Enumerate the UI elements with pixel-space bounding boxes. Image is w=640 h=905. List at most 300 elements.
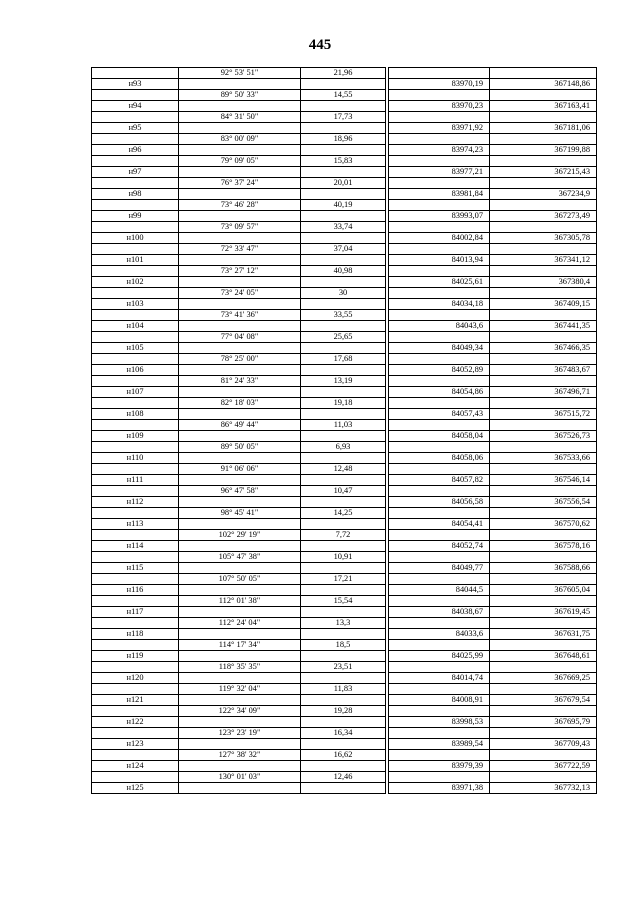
point-name-cell [92, 596, 179, 607]
point-row [92, 299, 597, 310]
y-coordinate-cell: 367148,86 [490, 79, 597, 90]
segment-row [92, 354, 597, 365]
point-name-cell [92, 222, 179, 233]
segment-row [92, 486, 597, 497]
x-coordinate-cell [389, 508, 490, 519]
x-coordinate-cell [389, 112, 490, 123]
y-coordinate-cell [490, 332, 597, 343]
point-name-cell: н108 [92, 409, 179, 420]
segment-row [92, 662, 597, 673]
y-coordinate-cell: 367466,35 [490, 343, 597, 354]
point-name-cell: н99 [92, 211, 179, 222]
point-name-cell: н94 [92, 101, 179, 112]
direction-angle-cell: 78° 25' 00" [179, 354, 301, 365]
point-name-cell: н120 [92, 673, 179, 684]
y-coordinate-cell: 367515,72 [490, 409, 597, 420]
x-coordinate-cell [389, 332, 490, 343]
y-coordinate-cell [490, 640, 597, 651]
direction-angle-cell: 76° 37' 24" [179, 178, 301, 189]
distance-cell [301, 629, 386, 640]
distance-cell [301, 761, 386, 772]
segment-row [92, 178, 597, 189]
distance-cell [301, 189, 386, 200]
direction-angle-cell: 83° 00' 09" [179, 134, 301, 145]
direction-angle-cell: 123° 23' 19" [179, 728, 301, 739]
direction-angle-cell [179, 651, 301, 662]
point-name-cell [92, 134, 179, 145]
y-coordinate-cell [490, 310, 597, 321]
y-coordinate-cell: 367234,9 [490, 189, 597, 200]
distance-cell [301, 321, 386, 332]
distance-cell [301, 255, 386, 266]
point-row [92, 629, 597, 640]
x-coordinate-cell [389, 244, 490, 255]
point-name-cell [92, 464, 179, 475]
direction-angle-cell: 127° 38' 32" [179, 750, 301, 761]
segment-row [92, 112, 597, 123]
distance-cell: 18,96 [301, 134, 386, 145]
segment-row [92, 442, 597, 453]
direction-angle-cell [179, 255, 301, 266]
x-coordinate-cell [389, 728, 490, 739]
point-name-cell: н110 [92, 453, 179, 464]
point-row [92, 255, 597, 266]
y-coordinate-cell [490, 178, 597, 189]
point-name-cell [92, 178, 179, 189]
x-coordinate-cell: 84025,99 [389, 651, 490, 662]
segment-row [92, 508, 597, 519]
direction-angle-cell [179, 123, 301, 134]
y-coordinate-cell: 367556,54 [490, 497, 597, 508]
point-row [92, 431, 597, 442]
segment-row [92, 156, 597, 167]
x-coordinate-cell: 84056,58 [389, 497, 490, 508]
distance-cell [301, 211, 386, 222]
segment-row [92, 68, 597, 79]
direction-angle-cell: 82° 18' 03" [179, 398, 301, 409]
x-coordinate-cell: 84013,94 [389, 255, 490, 266]
point-name-cell: н97 [92, 167, 179, 178]
segment-row [92, 728, 597, 739]
x-coordinate-cell: 84043,6 [389, 321, 490, 332]
point-row [92, 123, 597, 134]
y-coordinate-cell [490, 684, 597, 695]
point-name-cell [92, 442, 179, 453]
y-coordinate-cell: 367631,75 [490, 629, 597, 640]
y-coordinate-cell: 367546,14 [490, 475, 597, 486]
x-coordinate-cell: 83970,19 [389, 79, 490, 90]
point-name-cell: н93 [92, 79, 179, 90]
direction-angle-cell [179, 431, 301, 442]
segment-row [92, 464, 597, 475]
distance-cell: 23,51 [301, 662, 386, 673]
distance-cell [301, 607, 386, 618]
y-coordinate-cell [490, 222, 597, 233]
distance-cell [301, 277, 386, 288]
point-row [92, 651, 597, 662]
point-row [92, 585, 597, 596]
x-coordinate-cell [389, 662, 490, 673]
y-coordinate-cell [490, 288, 597, 299]
point-name-cell [92, 332, 179, 343]
direction-angle-cell: 73° 46' 28" [179, 200, 301, 211]
point-name-cell: н125 [92, 783, 179, 794]
direction-angle-cell: 114° 17' 34" [179, 640, 301, 651]
point-row [92, 783, 597, 794]
x-coordinate-cell [389, 684, 490, 695]
x-coordinate-cell [389, 376, 490, 387]
y-coordinate-cell [490, 772, 597, 783]
x-coordinate-cell: 84054,86 [389, 387, 490, 398]
point-name-cell [92, 640, 179, 651]
point-name-cell [92, 684, 179, 695]
point-row [92, 761, 597, 772]
direction-angle-cell: 91° 06' 06" [179, 464, 301, 475]
point-name-cell: н105 [92, 343, 179, 354]
y-coordinate-cell [490, 420, 597, 431]
distance-cell: 12,46 [301, 772, 386, 783]
y-coordinate-cell [490, 662, 597, 673]
point-name-cell: н109 [92, 431, 179, 442]
y-coordinate-cell: 367669,25 [490, 673, 597, 684]
point-name-cell [92, 288, 179, 299]
distance-cell [301, 717, 386, 728]
direction-angle-cell: 84° 31' 50" [179, 112, 301, 123]
distance-cell [301, 145, 386, 156]
direction-angle-cell: 130° 01' 03" [179, 772, 301, 783]
x-coordinate-cell [389, 266, 490, 277]
distance-cell: 10,47 [301, 486, 386, 497]
point-name-cell [92, 530, 179, 541]
point-name-cell [92, 354, 179, 365]
y-coordinate-cell: 367648,61 [490, 651, 597, 662]
x-coordinate-cell: 83971,92 [389, 123, 490, 134]
point-row [92, 79, 597, 90]
y-coordinate-cell [490, 618, 597, 629]
y-coordinate-cell: 367215,43 [490, 167, 597, 178]
point-row [92, 233, 597, 244]
distance-cell [301, 365, 386, 376]
direction-angle-cell [179, 321, 301, 332]
point-row [92, 365, 597, 376]
distance-cell: 21,96 [301, 68, 386, 79]
distance-cell [301, 453, 386, 464]
segment-row [92, 332, 597, 343]
point-row [92, 717, 597, 728]
distance-cell: 17,21 [301, 574, 386, 585]
distance-cell [301, 343, 386, 354]
distance-cell: 17,73 [301, 112, 386, 123]
distance-cell: 11,03 [301, 420, 386, 431]
segment-row [92, 420, 597, 431]
direction-angle-cell [179, 453, 301, 464]
distance-cell: 16,34 [301, 728, 386, 739]
direction-angle-cell [179, 475, 301, 486]
distance-cell [301, 497, 386, 508]
point-name-cell [92, 266, 179, 277]
y-coordinate-cell: 367709,43 [490, 739, 597, 750]
point-row [92, 497, 597, 508]
point-name-cell [92, 156, 179, 167]
point-name-cell: н114 [92, 541, 179, 552]
point-name-cell: н103 [92, 299, 179, 310]
point-name-cell [92, 398, 179, 409]
distance-cell: 13,3 [301, 618, 386, 629]
x-coordinate-cell [389, 574, 490, 585]
point-name-cell [92, 772, 179, 783]
point-name-cell [92, 244, 179, 255]
point-row [92, 277, 597, 288]
y-coordinate-cell [490, 68, 597, 79]
y-coordinate-cell: 367341,12 [490, 255, 597, 266]
distance-cell: 17,68 [301, 354, 386, 365]
segment-row [92, 288, 597, 299]
x-coordinate-cell: 83989,54 [389, 739, 490, 750]
distance-cell: 13,19 [301, 376, 386, 387]
direction-angle-cell: 72° 33' 47" [179, 244, 301, 255]
point-name-cell [92, 68, 179, 79]
x-coordinate-cell [389, 178, 490, 189]
x-coordinate-cell: 84054,41 [389, 519, 490, 530]
distance-cell [301, 519, 386, 530]
point-name-cell [92, 486, 179, 497]
point-name-cell [92, 750, 179, 761]
point-row [92, 673, 597, 684]
point-name-cell: н115 [92, 563, 179, 574]
point-name-cell: н95 [92, 123, 179, 134]
distance-cell [301, 585, 386, 596]
point-row [92, 343, 597, 354]
direction-angle-cell [179, 233, 301, 244]
direction-angle-cell: 77° 04' 08" [179, 332, 301, 343]
point-name-cell: н119 [92, 651, 179, 662]
distance-cell [301, 409, 386, 420]
point-row [92, 739, 597, 750]
y-coordinate-cell: 367441,35 [490, 321, 597, 332]
segment-row [92, 618, 597, 629]
direction-angle-cell: 112° 01' 38" [179, 596, 301, 607]
distance-cell: 15,83 [301, 156, 386, 167]
distance-cell: 33,74 [301, 222, 386, 233]
y-coordinate-cell [490, 354, 597, 365]
segment-row [92, 552, 597, 563]
point-row [92, 563, 597, 574]
direction-angle-cell: 98° 45' 41" [179, 508, 301, 519]
point-name-cell: н122 [92, 717, 179, 728]
distance-cell: 7,72 [301, 530, 386, 541]
y-coordinate-cell [490, 200, 597, 211]
direction-angle-cell: 81° 24' 33" [179, 376, 301, 387]
direction-angle-cell [179, 167, 301, 178]
x-coordinate-cell: 84038,67 [389, 607, 490, 618]
distance-cell: 37,04 [301, 244, 386, 255]
coordinates-table-body [92, 68, 597, 794]
x-coordinate-cell [389, 552, 490, 563]
y-coordinate-cell: 367305,78 [490, 233, 597, 244]
distance-cell [301, 233, 386, 244]
point-name-cell [92, 706, 179, 717]
point-name-cell: н112 [92, 497, 179, 508]
distance-cell [301, 695, 386, 706]
y-coordinate-cell: 367181,06 [490, 123, 597, 134]
point-row [92, 387, 597, 398]
y-coordinate-cell: 367409,15 [490, 299, 597, 310]
point-name-cell [92, 552, 179, 563]
point-name-cell [92, 574, 179, 585]
distance-cell [301, 101, 386, 112]
direction-angle-cell: 107° 50' 05" [179, 574, 301, 585]
point-name-cell: н113 [92, 519, 179, 530]
y-coordinate-cell [490, 706, 597, 717]
x-coordinate-cell: 84002,84 [389, 233, 490, 244]
x-coordinate-cell [389, 288, 490, 299]
point-name-cell [92, 618, 179, 629]
direction-angle-cell: 112° 24' 04" [179, 618, 301, 629]
y-coordinate-cell [490, 90, 597, 101]
y-coordinate-cell: 367695,79 [490, 717, 597, 728]
point-name-cell: н107 [92, 387, 179, 398]
y-coordinate-cell [490, 266, 597, 277]
y-coordinate-cell: 367732,13 [490, 783, 597, 794]
direction-angle-cell: 119° 32' 04" [179, 684, 301, 695]
distance-cell [301, 431, 386, 442]
segment-row [92, 772, 597, 783]
x-coordinate-cell [389, 442, 490, 453]
segment-row [92, 530, 597, 541]
x-coordinate-cell: 84058,06 [389, 453, 490, 464]
direction-angle-cell [179, 299, 301, 310]
y-coordinate-cell: 367199,88 [490, 145, 597, 156]
segment-row [92, 684, 597, 695]
y-coordinate-cell: 367163,41 [490, 101, 597, 112]
y-coordinate-cell [490, 442, 597, 453]
direction-angle-cell [179, 101, 301, 112]
y-coordinate-cell [490, 750, 597, 761]
x-coordinate-cell: 84058,04 [389, 431, 490, 442]
y-coordinate-cell: 367619,45 [490, 607, 597, 618]
direction-angle-cell [179, 519, 301, 530]
distance-cell [301, 739, 386, 750]
point-name-cell: н96 [92, 145, 179, 156]
y-coordinate-cell: 367380,4 [490, 277, 597, 288]
direction-angle-cell [179, 673, 301, 684]
x-coordinate-cell [389, 354, 490, 365]
x-coordinate-cell [389, 420, 490, 431]
point-row [92, 145, 597, 156]
point-name-cell: н118 [92, 629, 179, 640]
point-name-cell: н106 [92, 365, 179, 376]
direction-angle-cell [179, 365, 301, 376]
direction-angle-cell [179, 189, 301, 200]
segment-row [92, 90, 597, 101]
x-coordinate-cell [389, 156, 490, 167]
y-coordinate-cell [490, 398, 597, 409]
segment-row [92, 222, 597, 233]
y-coordinate-cell [490, 596, 597, 607]
y-coordinate-cell [490, 486, 597, 497]
distance-cell: 30 [301, 288, 386, 299]
segment-row [92, 266, 597, 277]
y-coordinate-cell: 367578,16 [490, 541, 597, 552]
point-name-cell [92, 508, 179, 519]
y-coordinate-cell: 367273,49 [490, 211, 597, 222]
direction-angle-cell: 105° 47' 38" [179, 552, 301, 563]
y-coordinate-cell: 367496,71 [490, 387, 597, 398]
direction-angle-cell [179, 629, 301, 640]
point-name-cell [92, 728, 179, 739]
segment-row [92, 398, 597, 409]
point-name-cell: н111 [92, 475, 179, 486]
y-coordinate-cell [490, 244, 597, 255]
y-coordinate-cell [490, 464, 597, 475]
direction-angle-cell: 89° 50' 33" [179, 90, 301, 101]
y-coordinate-cell [490, 112, 597, 123]
point-name-cell: н117 [92, 607, 179, 618]
distance-cell: 14,55 [301, 90, 386, 101]
y-coordinate-cell: 367533,66 [490, 453, 597, 464]
direction-angle-cell [179, 387, 301, 398]
direction-angle-cell: 122° 34' 09" [179, 706, 301, 717]
distance-cell [301, 167, 386, 178]
distance-cell: 16,62 [301, 750, 386, 761]
x-coordinate-cell: 84052,74 [389, 541, 490, 552]
y-coordinate-cell [490, 134, 597, 145]
x-coordinate-cell [389, 750, 490, 761]
point-row [92, 475, 597, 486]
x-coordinate-cell [389, 134, 490, 145]
distance-cell [301, 475, 386, 486]
direction-angle-cell: 89° 50' 05" [179, 442, 301, 453]
point-name-cell [92, 90, 179, 101]
x-coordinate-cell [389, 90, 490, 101]
point-row [92, 519, 597, 530]
distance-cell: 14,25 [301, 508, 386, 519]
point-name-cell: н121 [92, 695, 179, 706]
direction-angle-cell: 73° 27' 12" [179, 266, 301, 277]
x-coordinate-cell: 84049,77 [389, 563, 490, 574]
segment-row [92, 244, 597, 255]
y-coordinate-cell: 367588,66 [490, 563, 597, 574]
direction-angle-cell: 79° 09' 05" [179, 156, 301, 167]
coordinates-table [91, 67, 597, 794]
distance-cell [301, 651, 386, 662]
y-coordinate-cell: 367679,54 [490, 695, 597, 706]
direction-angle-cell [179, 409, 301, 420]
direction-angle-cell: 73° 09' 57" [179, 222, 301, 233]
distance-cell [301, 673, 386, 684]
direction-angle-cell [179, 563, 301, 574]
distance-cell: 6,93 [301, 442, 386, 453]
point-name-cell [92, 200, 179, 211]
direction-angle-cell [179, 607, 301, 618]
x-coordinate-cell [389, 222, 490, 233]
point-name-cell [92, 420, 179, 431]
x-coordinate-cell: 84052,89 [389, 365, 490, 376]
point-name-cell: н116 [92, 585, 179, 596]
distance-cell [301, 541, 386, 552]
x-coordinate-cell [389, 486, 490, 497]
x-coordinate-cell: 83977,21 [389, 167, 490, 178]
direction-angle-cell [179, 145, 301, 156]
point-name-cell: н124 [92, 761, 179, 772]
point-row [92, 189, 597, 200]
direction-angle-cell: 73° 41' 36" [179, 310, 301, 321]
point-name-cell: н98 [92, 189, 179, 200]
direction-angle-cell [179, 277, 301, 288]
point-row [92, 541, 597, 552]
direction-angle-cell [179, 541, 301, 552]
point-row [92, 321, 597, 332]
